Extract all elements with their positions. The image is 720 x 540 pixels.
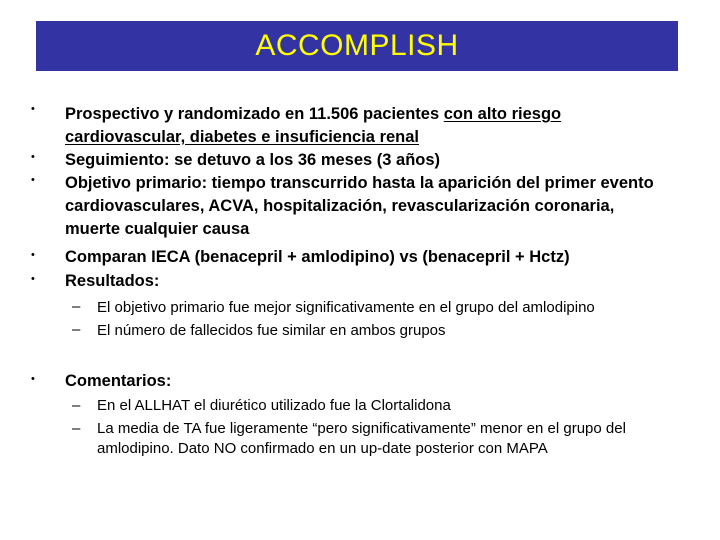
comments-heading: Comentarios: <box>65 372 172 390</box>
dash-icon: – <box>72 397 81 414</box>
comment-item-2: La media de TA fue ligeramente “pero significativamente” menor en el grupo del amlodipino. Dato NO confirmado en un up-date posterior con MAPA <box>97 420 626 457</box>
bullet-icon: • <box>31 174 35 186</box>
bullet-item-5: Resultados: <box>65 272 160 290</box>
dash-icon: – <box>72 321 81 338</box>
comment-item-1: En el ALLHAT el diurético utilizado fue la Clortalidona <box>97 397 451 414</box>
bullet-icon: • <box>31 249 35 261</box>
dash-icon: – <box>72 420 81 437</box>
dash-icon: – <box>72 298 81 315</box>
bullet-item-1-underlined: con alto riesgo cardiovascular, diabetes e insuficiencia renal <box>65 105 562 146</box>
bullet-item-4: Comparan IECA (benacepril + amlodipino) vs (benacepril + Hctz) <box>65 248 570 266</box>
bullet-icon: • <box>31 373 35 385</box>
result-item-2: El número de fallecidos fue similar en ambos grupos <box>97 322 446 339</box>
slide-title: ACCOMPLISH <box>255 29 459 62</box>
bullet-item-1 <box>65 103 665 149</box>
bullet-icon: • <box>31 103 35 115</box>
result-item-1: El objetivo primario fue mejor significativamente en el grupo del amlodipino <box>97 299 595 316</box>
bullet-item-3: Objetivo primario: tiempo transcurrido hasta la aparición del primer evento cardiovasculares, ACVA, hospitalización, revascularización coronaria, muerte cualquier causa <box>65 174 654 238</box>
title-bar <box>36 21 678 71</box>
bullet-icon: • <box>31 273 35 285</box>
bullet-icon: • <box>31 151 35 163</box>
bullet-item-1-text: Prospectivo y randomizado en 11.506 pacientes <box>65 105 444 123</box>
bullet-item-2: Seguimiento: se detuvo a los 36 meses (3 años) <box>65 151 441 169</box>
